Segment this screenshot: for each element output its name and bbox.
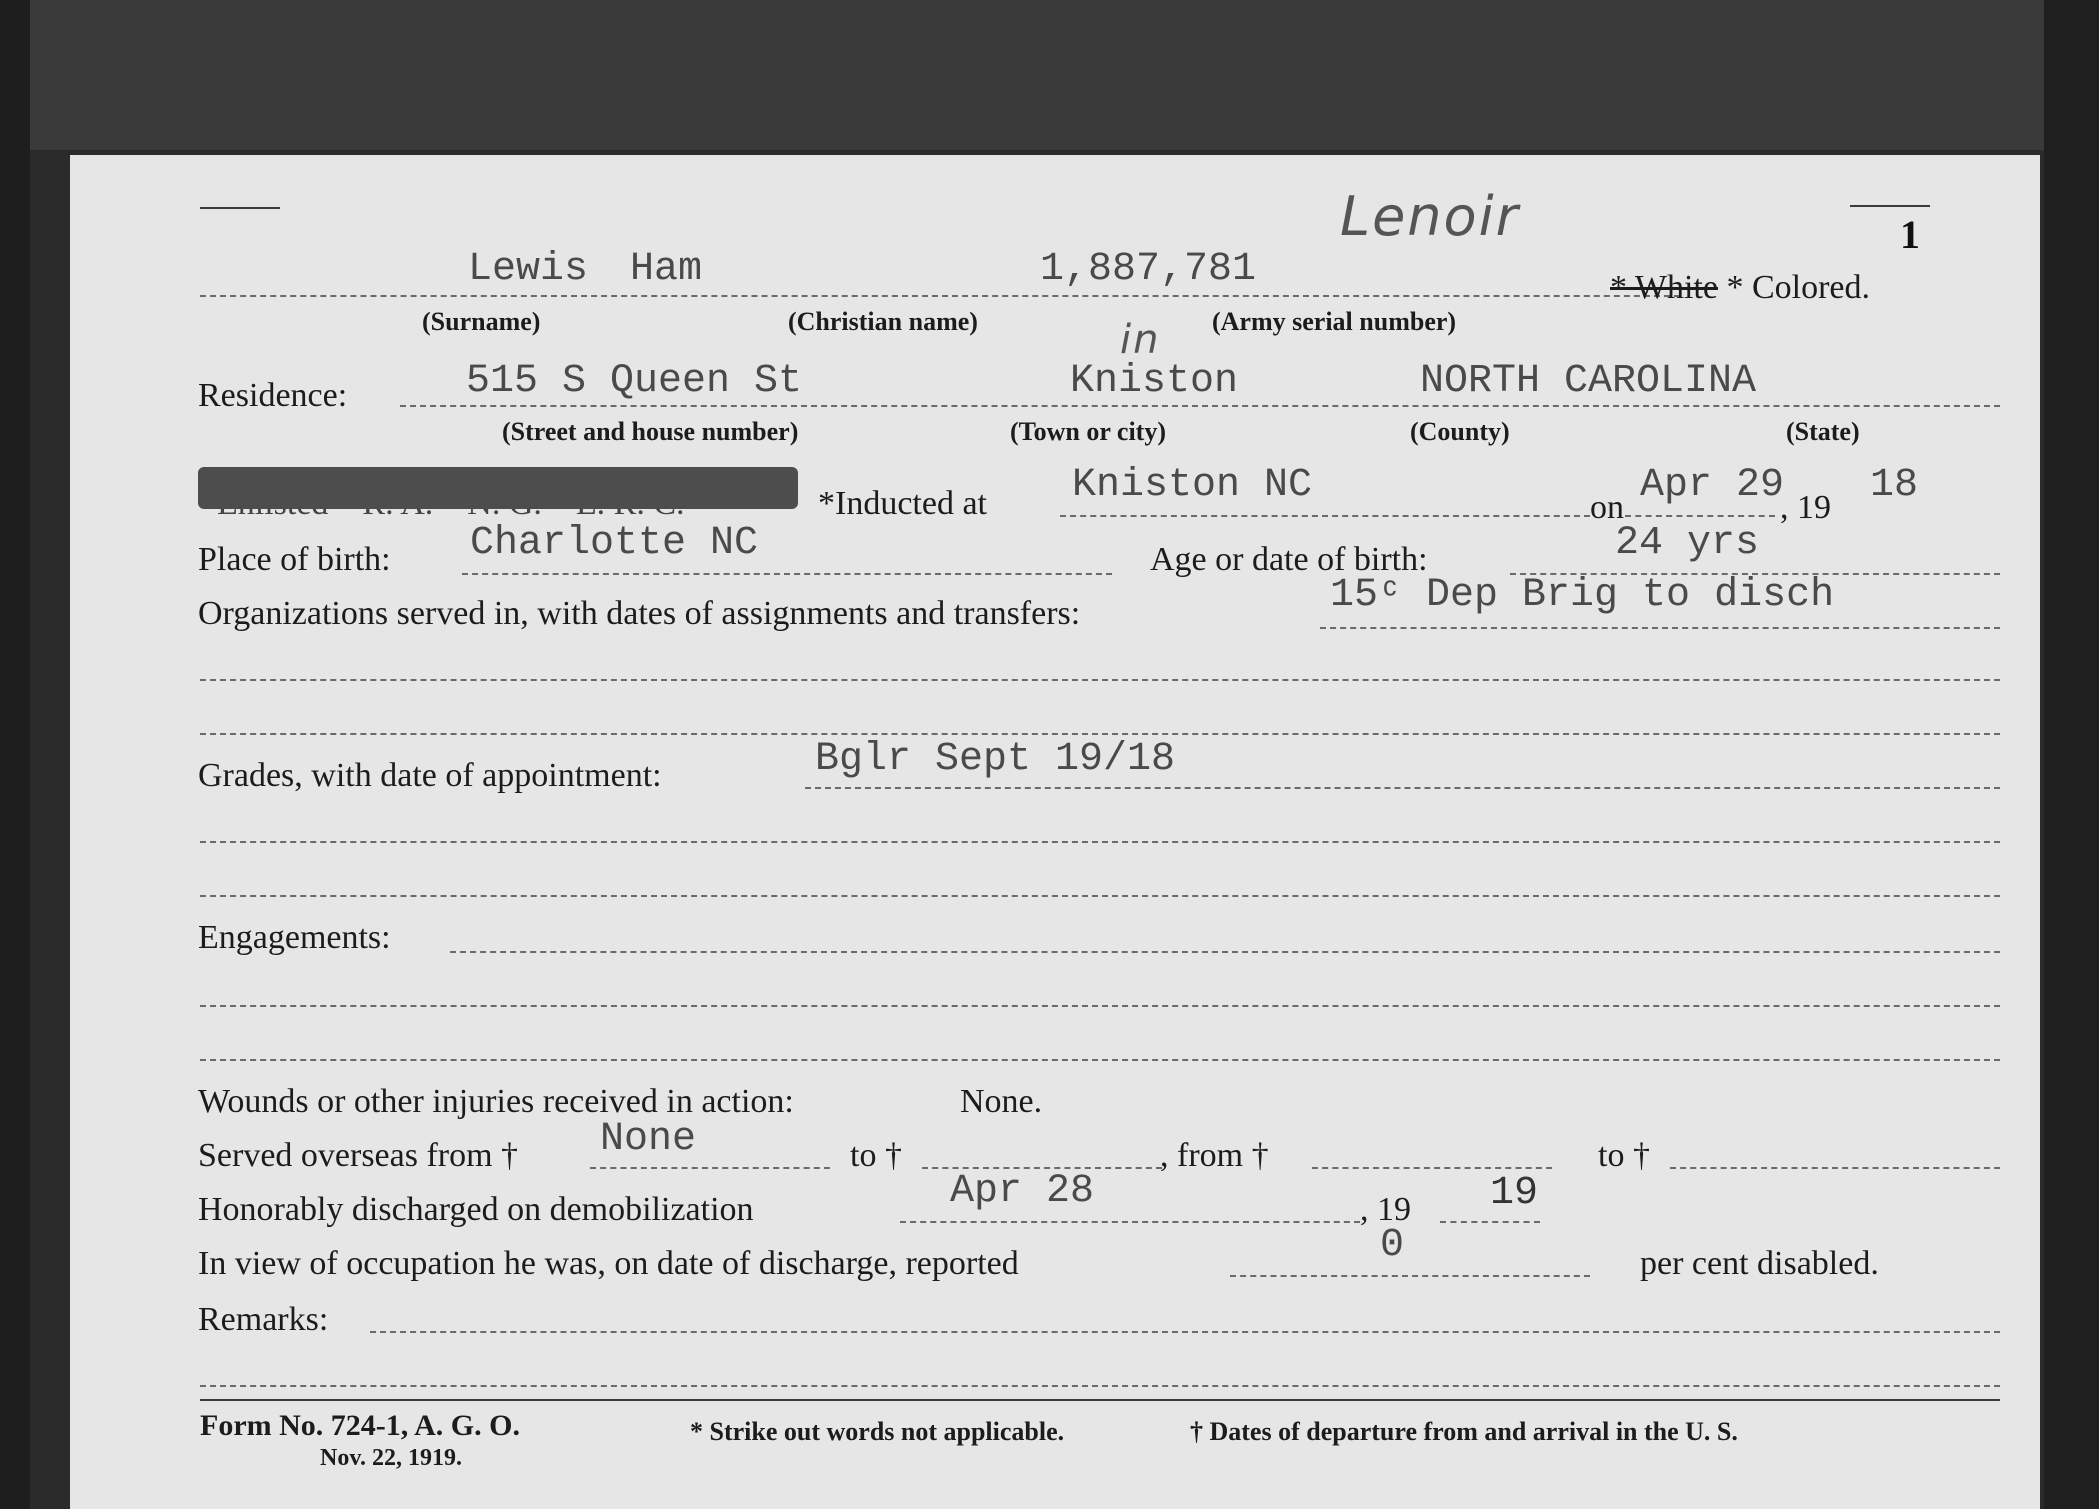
organizations-line-1 <box>1320 627 2000 629</box>
footnote-dates: † Dates of departure from and arrival in the U. S. <box>1190 1417 1738 1446</box>
surname-value: Lewis <box>468 247 589 292</box>
form-number: Form No. 724-1, A. G. O. <box>200 1409 520 1442</box>
overseas-from2-line <box>1312 1167 1552 1169</box>
state-value: NORTH CAROLINA <box>1420 359 1757 404</box>
discharge-label: Honorably discharged on demobilization <box>198 1191 754 1228</box>
top-right-rule <box>1850 205 1930 207</box>
engagements-line-1 <box>450 951 2000 953</box>
organizations-line-2 <box>200 679 2000 681</box>
grades-line-3 <box>200 895 2000 897</box>
scanner-background-left <box>0 0 30 1509</box>
card-number: 1 <box>1900 212 1920 257</box>
caption-street: (Street and house number) <box>502 417 799 446</box>
engagements-label: Engagements: <box>198 919 391 956</box>
name-line <box>200 295 1680 297</box>
overseas-from-line <box>590 1167 830 1169</box>
residence-label: Residence: <box>198 377 348 414</box>
inducted-year-prefix: , 19 <box>1780 489 1831 526</box>
race-white: * White <box>1610 269 1718 306</box>
overseas-to2-label: to † <box>1598 1137 1650 1174</box>
disability-line <box>1230 1275 1590 1277</box>
discharge-year-line <box>1440 1221 1540 1223</box>
discharge-year-prefix: , 19 <box>1360 1191 1411 1228</box>
serial-number-value: 1,887,781 <box>1040 247 1257 292</box>
county-handwritten: Lenoir <box>1340 185 1520 248</box>
overseas-from2-label: , from † <box>1160 1137 1269 1174</box>
birth-place-line <box>462 573 1112 575</box>
redaction-mark <box>198 467 798 509</box>
grades-label: Grades, with date of appointment: <box>198 757 662 794</box>
wounds-value: None. <box>960 1083 1043 1120</box>
inducted-line <box>1060 515 1590 517</box>
service-record-card <box>70 155 2040 1509</box>
disability-suffix: per cent disabled. <box>1640 1245 1879 1282</box>
grades-line-1 <box>805 787 2000 789</box>
caption-serial: (Army serial number) <box>1212 307 1457 336</box>
place-of-birth-value: Charlotte NC <box>470 521 759 566</box>
discharge-date-line <box>900 1221 1360 1223</box>
discharge-year: 19 <box>1490 1171 1539 1216</box>
remarks-line-1 <box>370 1331 2000 1333</box>
engagements-line-3 <box>200 1059 2000 1061</box>
overseas-from-value: None <box>600 1117 697 1162</box>
scanner-background-right <box>2044 0 2099 1509</box>
form-date: Nov. 22, 1919. <box>320 1445 463 1471</box>
organizations-label: Organizations served in, with dates of assignments and transfers: <box>198 595 1081 632</box>
grades-value: Bglr Sept 19/18 <box>815 737 1176 782</box>
disability-label: In view of occupation he was, on date of discharge, reported <box>198 1245 1019 1282</box>
organizations-value: 15ᶜ Dep Brig to disch <box>1330 573 1835 618</box>
organizations-line-3 <box>200 733 2000 735</box>
age-label: Age or date of birth: <box>1150 541 1428 578</box>
town-correction: in <box>1120 317 1161 363</box>
place-of-birth-label: Place of birth: <box>198 541 391 578</box>
top-left-rule <box>200 207 280 209</box>
age-value: 24 yrs <box>1615 521 1760 566</box>
footnote-strike: * Strike out words not applicable. <box>690 1417 1065 1446</box>
overseas-to-label: to † <box>850 1137 902 1174</box>
caption-christian-name: (Christian name) <box>788 307 978 336</box>
caption-county: (County) <box>1410 417 1510 446</box>
caption-state: (State) <box>1786 417 1860 446</box>
remarks-label: Remarks: <box>198 1301 329 1338</box>
disability-value: 0 <box>1380 1223 1405 1268</box>
remarks-line-2 <box>200 1385 2000 1387</box>
inducted-year: 18 <box>1870 463 1919 508</box>
inducted-date-line <box>1625 515 1775 517</box>
footer-rule <box>200 1399 2000 1401</box>
inducted-date: Apr 29 <box>1640 463 1785 508</box>
grades-line-2 <box>200 841 2000 843</box>
residence-line <box>400 405 2000 407</box>
on-label: on <box>1590 489 1624 526</box>
overseas-to2-line <box>1670 1167 2000 1169</box>
inducted-place: Kniston NC <box>1072 463 1313 508</box>
race-colored: * Colored. <box>1726 269 1871 306</box>
wounds-label: Wounds or other injuries received in action: <box>198 1083 794 1120</box>
inducted-label: *Inducted at <box>818 485 987 522</box>
scanner-background-top <box>0 0 2099 150</box>
discharge-date: Apr 28 <box>950 1169 1095 1214</box>
christian-name-value: Ham <box>630 247 703 292</box>
town-value: Kniston <box>1070 359 1239 404</box>
overseas-label: Served overseas from † <box>198 1137 519 1174</box>
engagements-line-2 <box>200 1005 2000 1007</box>
caption-surname: (Surname) <box>422 307 541 336</box>
race-options <box>1610 269 1870 307</box>
caption-town: (Town or city) <box>1010 417 1166 446</box>
street-value: 515 S Queen St <box>466 359 803 404</box>
